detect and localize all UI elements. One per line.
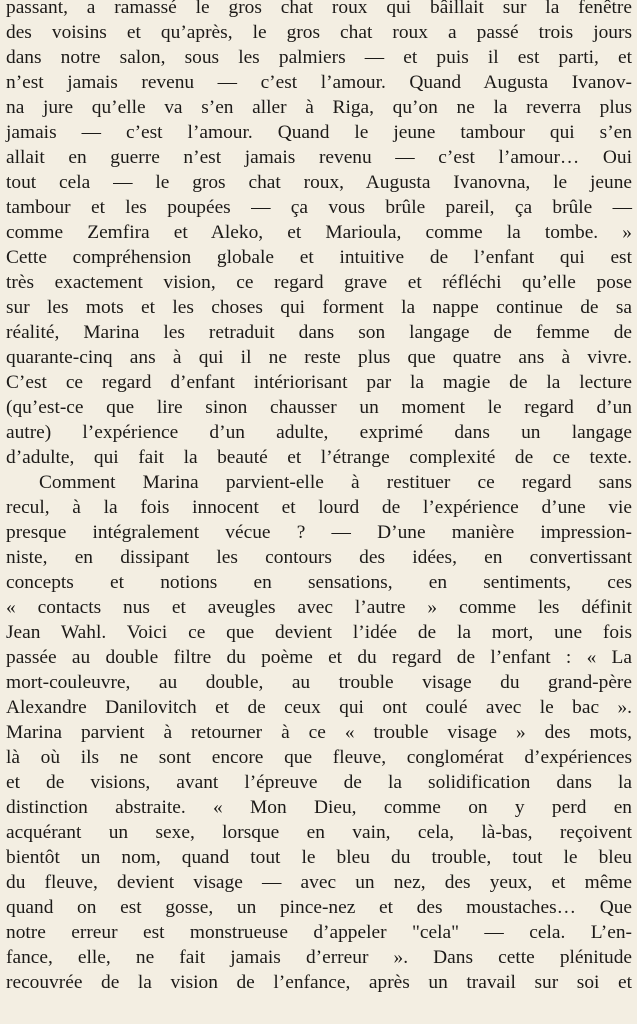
text-line: comme Zemfira et Aleko, et Marioula, comme la tombe. » bbox=[6, 222, 632, 243]
text-line: mort-couleuvre, au double, au trouble visage du grand-père bbox=[6, 672, 632, 693]
text-line: Cette compréhension globale et intuitive de l’enfant qui est bbox=[6, 247, 632, 268]
text-line: des voisins et qu’après, le gros chat roux a passé trois jours bbox=[6, 22, 632, 43]
text-line: allait en guerre n’est jamais revenu — c’est l’amour… Oui bbox=[6, 147, 632, 168]
text-line: tambour et les poupées — ça vous brûle pareil, ça brûle — bbox=[6, 197, 632, 218]
text-line: distinction abstraite. « Mon Dieu, comme on y perd en bbox=[6, 797, 632, 818]
text-line: du fleuve, devient visage — avec un nez, des yeux, et même bbox=[6, 872, 632, 893]
text-line: et de visions, avant l’épreuve de la solidification dans la bbox=[6, 772, 632, 793]
text-line: réalité, Marina les retraduit dans son langage de femme de bbox=[6, 322, 632, 343]
text-line: quand on est gosse, un pince-nez et des moustaches… Que bbox=[6, 897, 632, 918]
text-line: acquérant un sexe, lorsque en vain, cela, là-bas, reçoivent bbox=[6, 822, 632, 843]
text-line: dans notre salon, sous les palmiers — et puis il est parti, et bbox=[6, 47, 632, 68]
text-line: recouvrée de la vision de l’enfance, après un travail sur soi et bbox=[6, 972, 632, 993]
text-line: passant, a ramassé le gros chat roux qui bâillait sur la fenêtre bbox=[6, 0, 632, 18]
text-line: concepts et notions en sensations, en sentiments, ces bbox=[6, 572, 632, 593]
text-line: d’adulte, qui fait la beauté et l’étrange complexité de ce texte. bbox=[6, 447, 632, 468]
text-line: très exactement vision, ce regard grave et réfléchi qu’elle pose bbox=[6, 272, 632, 293]
text-line: na jure qu’elle va s’en aller à Riga, qu’on ne la reverra plus bbox=[6, 97, 632, 118]
text-line: niste, en dissipant les contours des idées, en convertissant bbox=[6, 547, 632, 568]
text-line: jamais — c’est l’amour. Quand le jeune tambour qui s’en bbox=[6, 122, 632, 143]
text-line: bientôt un nom, quand tout le bleu du trouble, tout le bleu bbox=[6, 847, 632, 868]
text-line: tout cela — le gros chat roux, Augusta Ivanovna, le jeune bbox=[6, 172, 632, 193]
text-line: fance, elle, ne fait jamais d’erreur ». Dans cette plénitude bbox=[6, 947, 632, 968]
text-line: quarante-cinq ans à qui il ne reste plus que quatre ans à vivre. bbox=[6, 347, 632, 368]
text-line: (qu’est-ce que lire sinon chausser un moment le regard d’un bbox=[6, 397, 632, 418]
text-line: Jean Wahl. Voici ce que devient l’idée de la mort, une fois bbox=[6, 622, 632, 643]
paragraph-start-line: Comment Marina parvient-elle à restituer ce regard sans bbox=[39, 472, 632, 493]
body-text bbox=[6, 0, 632, 995]
text-line: Marina parvient à retourner à ce « trouble visage » des mots, bbox=[6, 722, 632, 743]
text-line: sur les mots et les choses qui forment la nappe continue de sa bbox=[6, 297, 632, 318]
text-line: n’est jamais revenu — c’est l’amour. Quand Augusta Ivanov- bbox=[6, 72, 632, 93]
text-line: passée au double filtre du poème et du regard de l’enfant : « La bbox=[6, 647, 632, 668]
text-line: C’est ce regard d’enfant intériorisant par la magie de la lecture bbox=[6, 372, 632, 393]
text-line: notre erreur est monstrueuse d’appeler "cela" — cela. L’en- bbox=[6, 922, 632, 943]
text-line: autre) l’expérience d’un adulte, exprimé dans un langage bbox=[6, 422, 632, 443]
text-line: « contacts nus et aveugles avec l’autre » comme les définit bbox=[6, 597, 632, 618]
text-line: presque intégralement vécue ? — D’une manière impression- bbox=[6, 522, 632, 543]
text-line: Alexandre Danilovitch et de ceux qui ont coulé avec le bac ». bbox=[6, 697, 632, 718]
text-line: là où ils ne sont encore que fleuve, conglomérat d’expériences bbox=[6, 747, 632, 768]
text-line: recul, à la fois innocent et lourd de l’expérience d’une vie bbox=[6, 497, 632, 518]
